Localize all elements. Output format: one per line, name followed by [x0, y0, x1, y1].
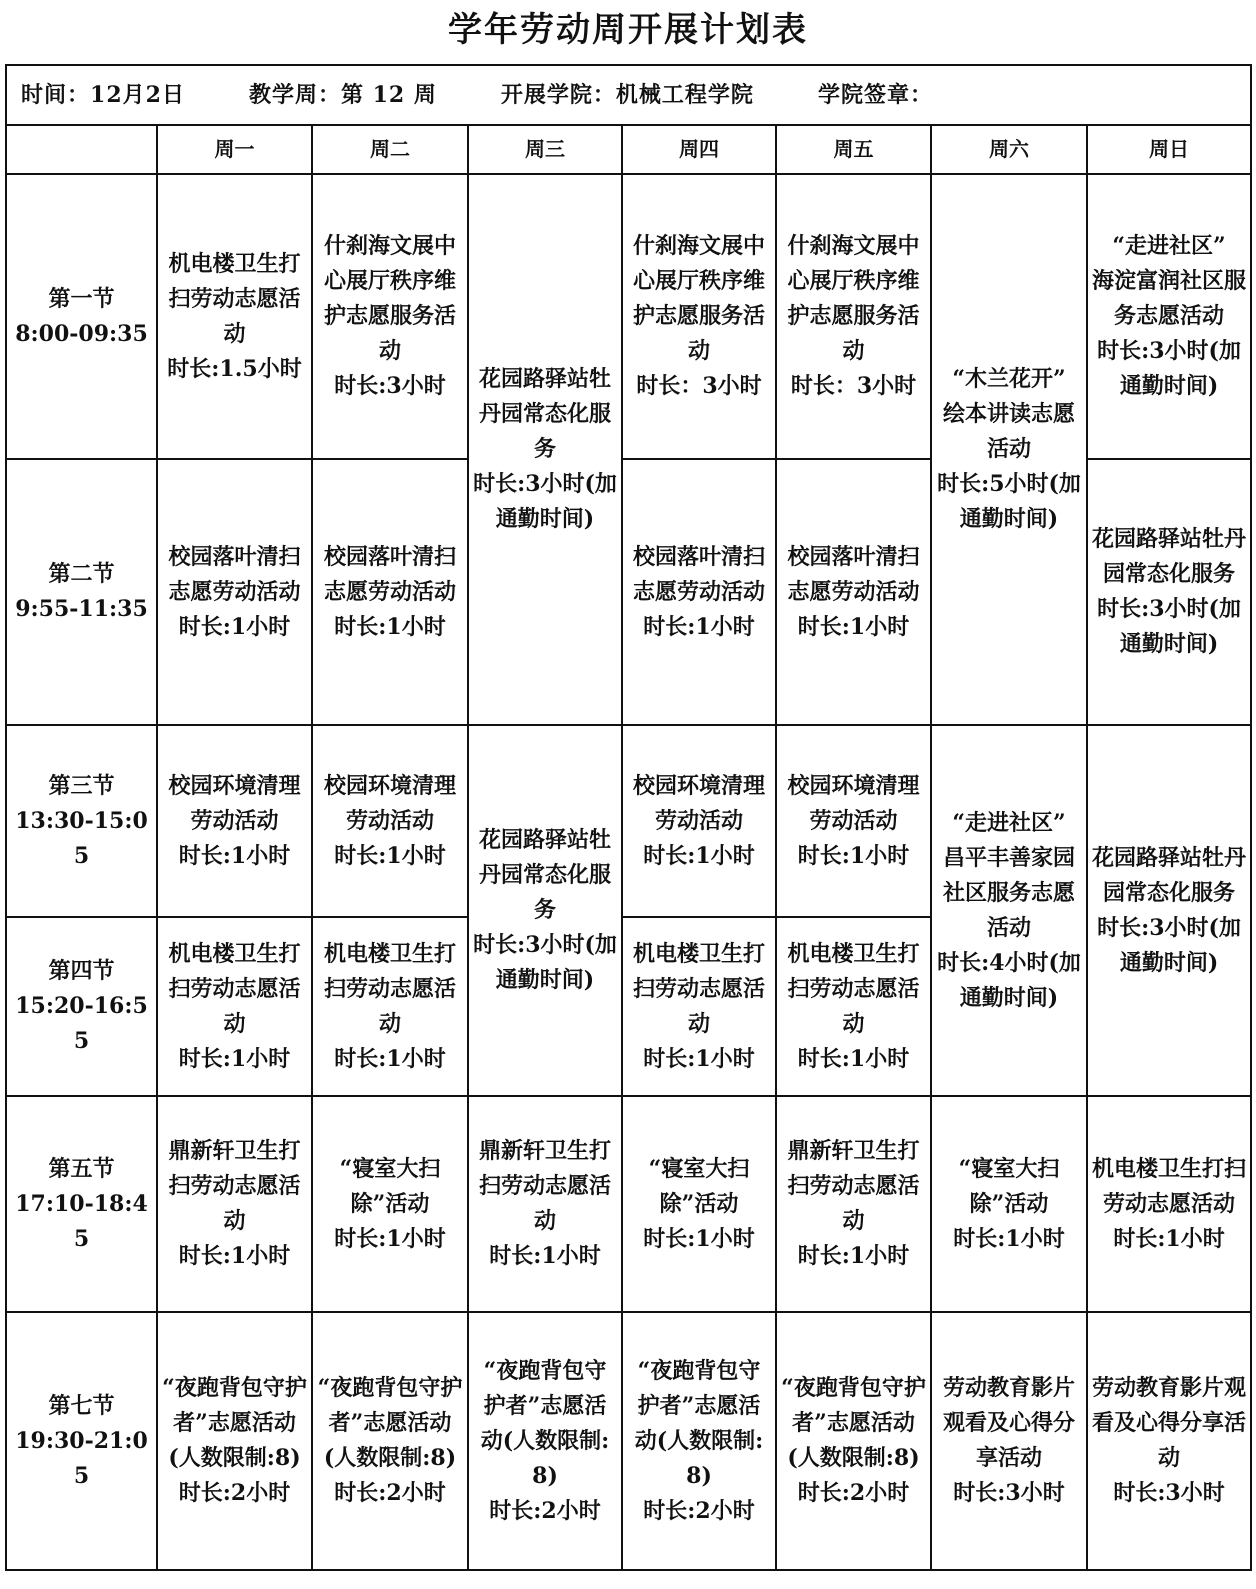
activity-cell [776, 917, 931, 1096]
activity-text: 鼎新轩卫生打扫劳动志愿活动 时长:1小时 [787, 1138, 920, 1269]
activity-text: “寝室大扫除”活动 时长:1小时 [953, 1155, 1065, 1252]
info-row [6, 65, 1251, 125]
college-label: 开展学院： [500, 81, 616, 108]
activity-cell [312, 459, 468, 725]
day-header-sat: 周六 [931, 125, 1087, 174]
week-value: 第 12 周 [340, 81, 437, 108]
activity-text: 鼎新轩卫生打扫劳动志愿活动 时长:1小时 [478, 1138, 611, 1269]
day-header-fri: 周五 [776, 125, 931, 174]
activity-cell [1087, 174, 1251, 459]
day-header-tue: 周二 [312, 125, 468, 174]
activity-text: 花园路驿站牡丹园常态化服务 时长:3小时(加通勤时间) [1092, 844, 1247, 976]
activity-text: 什刹海文展中心展厅秩序维护志愿服务活动 时长：3小时 [632, 233, 765, 399]
activity-text: 机电楼卫生打扫劳动志愿活动 时长:1.5小时 [167, 250, 302, 382]
activity-cell [1087, 1312, 1251, 1570]
period-name: 第一节 [48, 285, 115, 312]
activity-text: “走进社区” 海淀富润社区服务志愿活动 时长:3小时(加通勤时间) [1092, 233, 1247, 399]
activity-cell [468, 1312, 622, 1570]
seal-label: 学院签章： [817, 81, 933, 108]
activity-text: “夜跑背包守护者”志愿活动(人数限制:8) 时长:2小时 [634, 1357, 764, 1524]
activity-cell [157, 174, 312, 459]
period-time: 17:10-18:45 [15, 1190, 148, 1252]
period-cell-5 [6, 1096, 157, 1312]
activity-text: 校园环境清理劳动活动 时长:1小时 [632, 772, 765, 869]
activity-text: 机电楼卫生打扫劳动志愿活动 时长:1小时 [1092, 1155, 1247, 1252]
period-time: 8:00-09:35 [15, 320, 148, 347]
activity-cell [931, 1312, 1087, 1570]
header-row [6, 125, 1251, 174]
activity-text: 机电楼卫生打扫劳动志愿活动 时长:1小时 [168, 940, 301, 1072]
activity-text: 鼎新轩卫生打扫劳动志愿活动 时长:1小时 [168, 1138, 301, 1269]
activity-text: 花园路驿站牡丹园常态化服务 时长:3小时(加通勤时间) [1092, 526, 1247, 657]
period-cell-3 [6, 725, 157, 917]
time-label: 时间： [21, 81, 91, 108]
week-info [249, 78, 437, 113]
plan-table [5, 64, 1252, 1571]
activity-cell [776, 459, 931, 725]
table-row [6, 174, 1251, 459]
activity-cell [622, 917, 776, 1096]
activity-text: “木兰花开” 绘本讲读志愿活动 时长:5小时(加通勤时间) [937, 366, 1081, 532]
college-value: 机械工程学院 [615, 81, 754, 108]
period-cell-7 [6, 1312, 157, 1570]
seal-info [818, 78, 933, 113]
activity-text: 校园环境清理劳动活动 时长:1小时 [323, 772, 456, 869]
activity-text: 什刹海文展中心展厅秩序维护志愿服务活动 时长：3小时 [787, 233, 920, 399]
period-name: 第五节 [48, 1155, 115, 1182]
activity-cell [776, 1312, 931, 1570]
activity-text: 机电楼卫生打扫劳动志愿活动 时长:1小时 [787, 940, 920, 1072]
activity-cell [468, 174, 622, 725]
period-name: 第二节 [48, 561, 115, 587]
activity-cell [312, 174, 468, 459]
activity-cell [157, 1312, 312, 1570]
time-info [21, 78, 185, 113]
activity-cell [622, 1096, 776, 1312]
table-row [6, 1096, 1251, 1312]
period-cell-2 [6, 459, 157, 725]
activity-cell [157, 459, 312, 725]
activity-text: 花园路驿站牡丹园常态化服务 时长:3小时(加通勤时间) [473, 366, 617, 532]
corner-cell [6, 125, 157, 174]
activity-text: “寝室大扫除”活动 时长:1小时 [643, 1155, 755, 1252]
period-name: 第七节 [48, 1392, 115, 1419]
activity-text: “夜跑背包守护者”志愿活动(人数限制:8) 时长:2小时 [162, 1375, 307, 1506]
period-name: 第四节 [48, 958, 115, 984]
period-cell-4 [6, 917, 157, 1096]
activity-cell [1087, 459, 1251, 725]
activity-cell [776, 725, 931, 917]
activity-text: “夜跑背包守护者”志愿活动(人数限制:8) 时长:2小时 [317, 1375, 463, 1506]
table-row [6, 725, 1251, 917]
activity-cell [157, 725, 312, 917]
activity-text: 劳动教育影片观看及心得分享活动 时长:3小时 [1092, 1375, 1247, 1506]
activity-text: 校园环境清理劳动活动 时长:1小时 [787, 772, 920, 869]
period-time: 19:30-21:05 [15, 1427, 148, 1489]
activity-cell [312, 1312, 468, 1570]
page-title: 学年劳动周开展计划表 [448, 10, 808, 50]
week-label: 教学周： [248, 81, 341, 108]
activity-text: 什刹海文展中心展厅秩序维护志愿服务活动 时长:3小时 [323, 233, 456, 399]
activity-text: 劳动教育影片观看及心得分享活动 时长:3小时 [942, 1375, 1075, 1506]
activity-cell [622, 174, 776, 459]
activity-text: “走进社区” 昌平丰善家园社区服务志愿活动 时长:4小时(加通勤时间) [937, 809, 1081, 1011]
activity-text: “寝室大扫除”活动 时长:1小时 [334, 1155, 446, 1252]
day-header-sun: 周日 [1087, 125, 1251, 174]
period-time: 13:30-15:05 [15, 807, 148, 869]
activity-cell [622, 725, 776, 917]
activity-cell [312, 917, 468, 1096]
activity-cell [468, 1096, 622, 1312]
day-header-mon: 周一 [157, 125, 312, 174]
day-header-thu: 周四 [622, 125, 776, 174]
activity-cell [157, 917, 312, 1096]
time-value: 12月2日 [90, 81, 185, 108]
activity-text: 校园落叶清扫志愿劳动活动 时长:1小时 [632, 543, 765, 640]
activity-cell [1087, 725, 1251, 1096]
activity-cell [931, 725, 1087, 1096]
activity-cell [312, 725, 468, 917]
activity-text: 机电楼卫生打扫劳动志愿活动 时长:1小时 [632, 940, 765, 1072]
activity-cell [157, 1096, 312, 1312]
activity-text: 校园环境清理劳动活动 时长:1小时 [168, 772, 301, 869]
activity-text: 校园落叶清扫志愿劳动活动 时长:1小时 [787, 543, 920, 640]
activity-cell [776, 174, 931, 459]
activity-cell [622, 1312, 776, 1570]
activity-text: “夜跑背包守护者”志愿活动(人数限制:8) 时长:2小时 [781, 1375, 926, 1506]
activity-text: 校园落叶清扫志愿劳动活动 时长:1小时 [323, 543, 456, 640]
day-header-wed: 周三 [468, 125, 622, 174]
activity-cell [622, 459, 776, 725]
table-row [6, 1312, 1251, 1570]
info-cell [6, 65, 1251, 125]
college-info [501, 78, 754, 113]
period-name: 第三节 [48, 772, 115, 799]
period-time: 9:55-11:35 [15, 596, 148, 622]
activity-text: 校园落叶清扫志愿劳动活动 时长:1小时 [168, 543, 301, 640]
activity-cell [931, 174, 1087, 725]
activity-cell [931, 1096, 1087, 1312]
period-time: 15:20-16:55 [15, 993, 148, 1054]
activity-cell [1087, 1096, 1251, 1312]
activity-text: 花园路驿站牡丹园常态化服务 时长:3小时(加通勤时间) [473, 827, 617, 993]
activity-text: 机电楼卫生打扫劳动志愿活动 时长:1小时 [323, 940, 456, 1072]
activity-cell [312, 1096, 468, 1312]
activity-text: “夜跑背包守护者”志愿活动(人数限制:8) 时长:2小时 [480, 1357, 610, 1524]
activity-cell [776, 1096, 931, 1312]
period-cell-1 [6, 174, 157, 459]
activity-cell [468, 725, 622, 1096]
